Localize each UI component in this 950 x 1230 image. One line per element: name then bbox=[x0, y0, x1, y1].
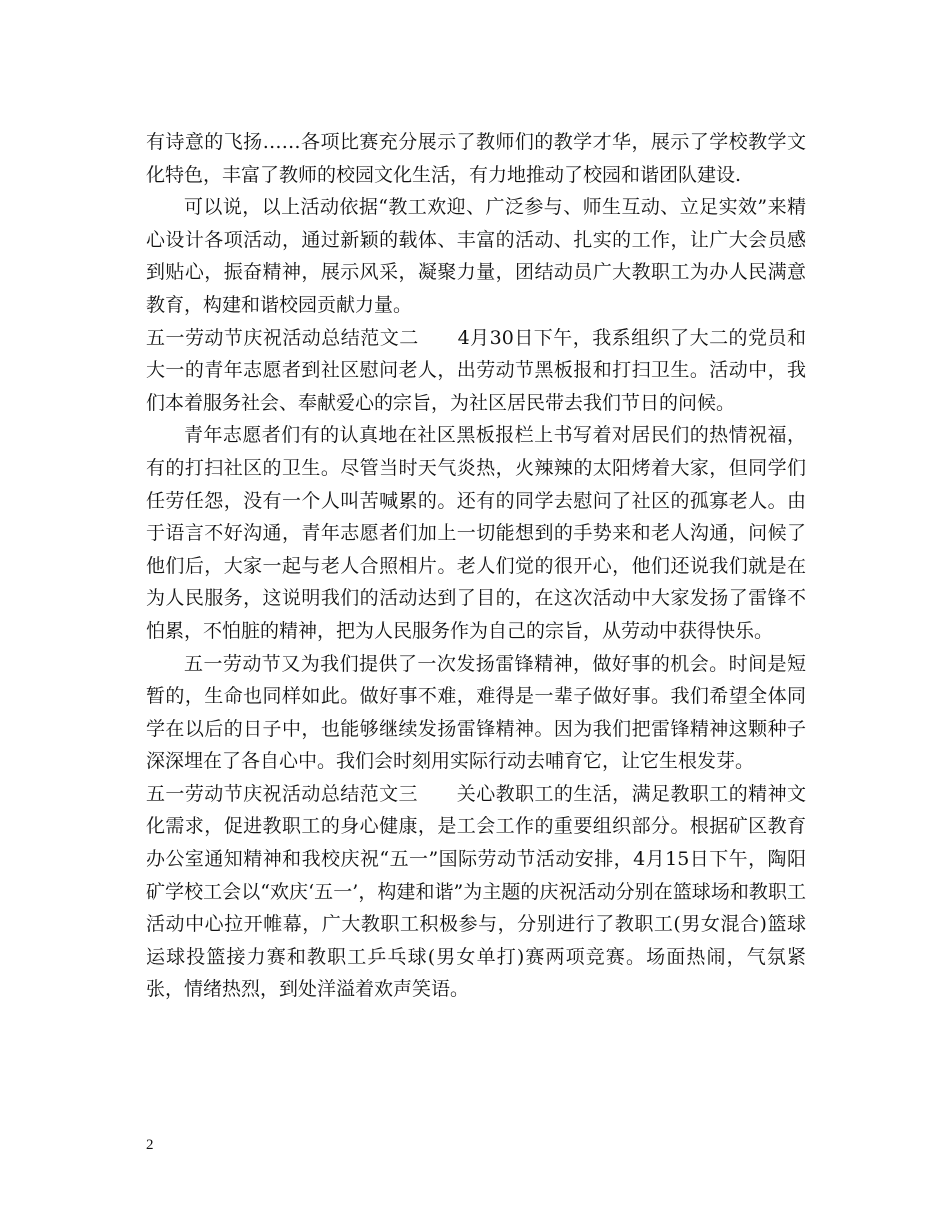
document-body bbox=[146, 126, 806, 1006]
paragraph-2: 可以说，以上活动依据“教工欢迎、广泛参与、师生互动、立足实效”来精心设计各项活动，通过新颖的载体、丰富的活动、扎实的工作，让广大会员感到贴心，振奋精神，展示风采，凝聚力量，团结动员广大教职工为办人民满意教育，构建和谐校园贡献力量。 bbox=[146, 196, 806, 316]
paragraph-5: 五一劳动节又为我们提供了一次发扬雷锋精神，做好事的机会。时间是短暂的，生命也同样如此。做好事不难，难得是一辈子做好事。我们希望全体同学在以后的日子中，也能够继续发扬雷锋精神。因为我们把雷锋精神这颗种子深深埋在了各自心中。我们会时刻用实际行动去哺育它，让它生根发芽。 bbox=[146, 652, 806, 773]
paragraph-3: 五一劳动节庆祝活动总结范文二 4月30日下午，我系组织了大二的党员和大一的青年志愿者到社区慰问老人，出劳动节黑板报和打扫卫生。活动中，我们本着服务社会、奉献爱心的宗旨，为社区居民带去我们节日的问候。 bbox=[146, 326, 806, 414]
page-number: 2 bbox=[146, 1137, 154, 1153]
paragraph-6: 五一劳动节庆祝活动总结范文三 关心教职工的生活，满足教职工的精神文化需求，促进教职工的身心健康，是工会工作的重要组织部分。根据矿区教育办公室通知精神和我校庆祝“五一”国际劳动节活动安排，4月15日下午，陶阳矿学校工会以“欢庆‘五一’，构建和谐”为主题的庆祝活动分别在篮球场和教职工活动中心拉开帷幕，广大教职工积极参与，分别进行了教职工(男女混合)篮球运球投篮接力赛和教职工乒乓球(男女单打)赛两项竞赛。场面热闹，气氛紧张，情绪热烈，到处洋溢着欢声笑语。 bbox=[146, 782, 806, 1001]
paragraph-4: 青年志愿者们有的认真地在社区黑板报栏上书写着对居民们的热情祝福，有的打扫社区的卫生。尽管当时天气炎热，火辣辣的太阳烤着大家，但同学们任劳任怨，没有一个人叫苦喊累的。还有的同学去慰问了社区的孤寡老人。由于语言不好沟通，青年志愿者们加上一切能想到的手势来和老人沟通，问候了他们后，大家一起与老人合照相片。老人们觉的很开心，他们还说我们就是在为人民服务，这说明我们的活动达到了目的，在这次活动中大家发扬了雷锋不怕累，不怕脏的精神，把为人民服务作为自己的宗旨，从劳动中获得快乐。 bbox=[146, 424, 806, 642]
paragraph-1: 有诗意的飞扬……各项比赛充分展示了教师们的教学才华，展示了学校教学文化特色，丰富了教师的校园文化生活，有力地推动了校园和谐团队建设. bbox=[146, 131, 806, 186]
